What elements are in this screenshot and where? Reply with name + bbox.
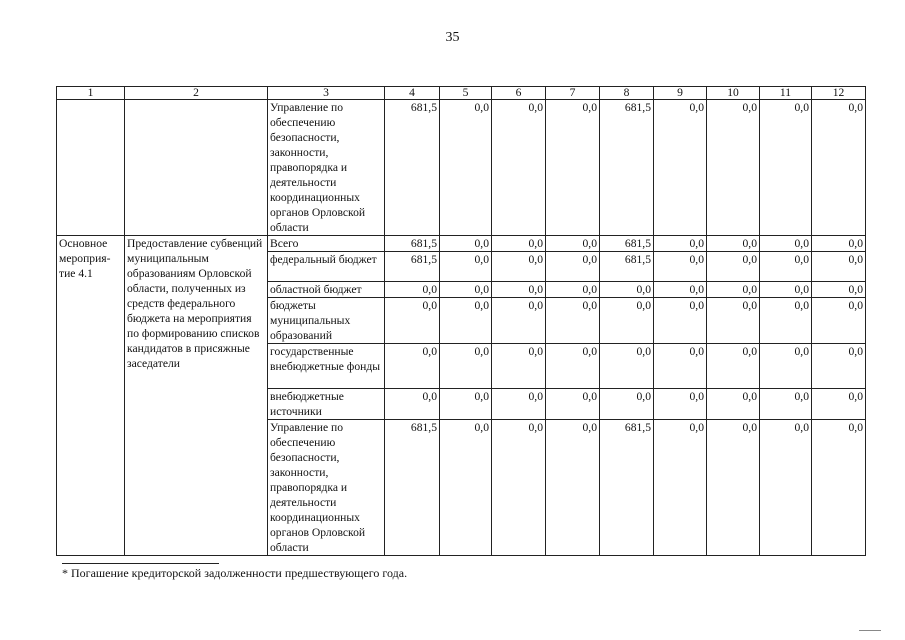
value-cell: 0,0 [654, 389, 707, 420]
funding-source: бюджеты муниципальных образований [268, 298, 385, 344]
value-cell: 0,0 [440, 420, 492, 556]
column-header: 10 [707, 87, 760, 100]
value-cell: 0,0 [654, 344, 707, 389]
value-cell: 0,0 [546, 420, 600, 556]
funding-source: Всего [268, 236, 385, 252]
empty-cell [57, 100, 125, 236]
value-cell: 0,0 [546, 344, 600, 389]
funding-source: федеральный бюджет [268, 252, 385, 282]
value-cell: 681,5 [600, 252, 654, 282]
value-cell: 0,0 [546, 282, 600, 298]
value-cell: 0,0 [440, 282, 492, 298]
footnote: * Погашение кредиторской задолженности предшествующего года. [62, 566, 408, 580]
value-cell: 0,0 [440, 252, 492, 282]
value-cell: 0,0 [440, 298, 492, 344]
value-cell: 0,0 [760, 344, 812, 389]
value-cell: 0,0 [492, 420, 546, 556]
column-header: 1 [57, 87, 125, 100]
value-cell: 0,0 [492, 100, 546, 236]
value-cell: 681,5 [385, 252, 440, 282]
value-cell: 0,0 [546, 298, 600, 344]
value-cell: 0,0 [492, 236, 546, 252]
header-row [57, 87, 866, 100]
value-cell: 0,0 [760, 252, 812, 282]
value-cell: 681,5 [600, 236, 654, 252]
budget-table [56, 86, 866, 556]
value-cell: 0,0 [546, 236, 600, 252]
value-cell: 0,0 [707, 100, 760, 236]
value-cell: 0,0 [492, 252, 546, 282]
value-cell: 0,0 [654, 100, 707, 236]
value-cell: 0,0 [385, 344, 440, 389]
event-code: Основное мероприя-тие 4.1 [57, 236, 125, 556]
funding-source: государственные внебюджетные фонды [268, 344, 385, 389]
value-cell: 0,0 [812, 100, 866, 236]
funding-source: Управление по обеспечению безопасности, законности, правопорядка и деятельности координационных органов Орловской области [268, 420, 385, 556]
value-cell: 681,5 [600, 100, 654, 236]
value-cell: 0,0 [654, 420, 707, 556]
value-cell: 0,0 [707, 389, 760, 420]
value-cell: 0,0 [707, 236, 760, 252]
value-cell: 0,0 [385, 389, 440, 420]
value-cell: 0,0 [760, 282, 812, 298]
value-cell: 0,0 [440, 236, 492, 252]
value-cell: 0,0 [440, 344, 492, 389]
column-header: 3 [268, 87, 385, 100]
funding-source: внебюджетные источники [268, 389, 385, 420]
value-cell: 0,0 [654, 252, 707, 282]
value-cell: 0,0 [707, 298, 760, 344]
value-cell: 0,0 [440, 389, 492, 420]
value-cell: 0,0 [600, 298, 654, 344]
value-cell: 681,5 [385, 100, 440, 236]
value-cell: 0,0 [385, 282, 440, 298]
value-cell: 0,0 [812, 298, 866, 344]
value-cell: 0,0 [654, 282, 707, 298]
value-cell: 681,5 [385, 420, 440, 556]
column-header: 8 [600, 87, 654, 100]
column-header: 2 [125, 87, 268, 100]
value-cell: 0,0 [812, 389, 866, 420]
value-cell: 0,0 [707, 420, 760, 556]
value-cell: 0,0 [760, 389, 812, 420]
value-cell: 0,0 [385, 298, 440, 344]
value-cell: 0,0 [707, 344, 760, 389]
value-cell: 681,5 [600, 420, 654, 556]
value-cell: 0,0 [760, 100, 812, 236]
value-cell: 0,0 [654, 298, 707, 344]
column-header: 9 [654, 87, 707, 100]
column-header: 4 [385, 87, 440, 100]
value-cell: 0,0 [760, 420, 812, 556]
scan-artifact [859, 630, 881, 631]
value-cell: 0,0 [546, 100, 600, 236]
page-number: 35 [445, 30, 460, 45]
table-row [57, 236, 866, 252]
value-cell: 0,0 [492, 389, 546, 420]
empty-cell [125, 100, 268, 236]
value-cell: 0,0 [492, 298, 546, 344]
column-header: 5 [440, 87, 492, 100]
column-header: 11 [760, 87, 812, 100]
value-cell: 0,0 [707, 282, 760, 298]
funding-source: областной бюджет [268, 282, 385, 298]
value-cell: 0,0 [492, 344, 546, 389]
value-cell: 0,0 [812, 236, 866, 252]
event-name: Предоставление субвенций муниципальным образованиям Орловской области, полученных из средств федерального бюджета на мероприятия по формированию списков кандидатов в присяжные заседатели [125, 236, 268, 556]
value-cell: 0,0 [812, 282, 866, 298]
value-cell: 0,0 [600, 389, 654, 420]
footnote-divider [62, 563, 219, 564]
value-cell: 0,0 [440, 100, 492, 236]
value-cell: 0,0 [707, 252, 760, 282]
value-cell: 0,0 [654, 236, 707, 252]
value-cell: 681,5 [385, 236, 440, 252]
column-header: 12 [812, 87, 866, 100]
value-cell: 0,0 [760, 298, 812, 344]
value-cell: 0,0 [760, 236, 812, 252]
value-cell: 0,0 [492, 282, 546, 298]
value-cell: 0,0 [546, 389, 600, 420]
value-cell: 0,0 [546, 252, 600, 282]
value-cell: 0,0 [812, 344, 866, 389]
value-cell: 0,0 [600, 344, 654, 389]
value-cell: 0,0 [812, 420, 866, 556]
funding-source: Управление по обеспечению безопасности, законности, правопорядка и деятельности координационных органов Орловской области [268, 100, 385, 236]
column-header: 7 [546, 87, 600, 100]
value-cell: 0,0 [812, 252, 866, 282]
value-cell: 0,0 [600, 282, 654, 298]
column-header: 6 [492, 87, 546, 100]
table-row [57, 100, 866, 236]
